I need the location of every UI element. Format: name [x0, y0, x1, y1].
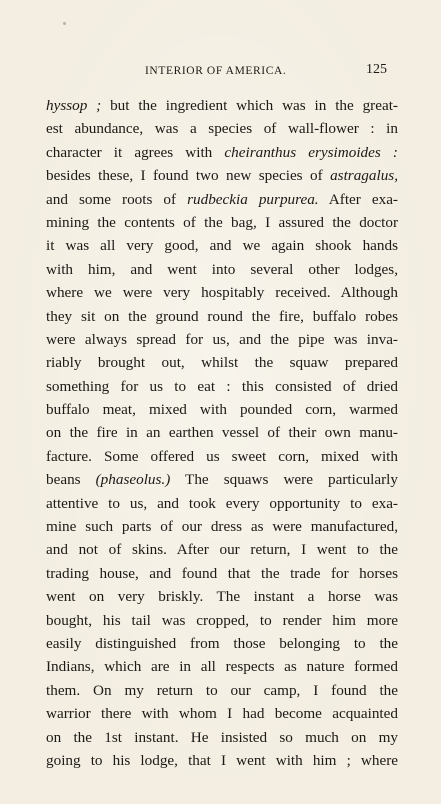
text-segment: where we were very hospitably received. Although	[46, 284, 398, 302]
text-segment: After exa-	[318, 190, 398, 208]
text-segment: Indians, which are in all respects as nature formed	[46, 658, 398, 676]
text-line	[46, 421, 398, 444]
text-line	[46, 305, 398, 328]
text-segment: beans	[46, 471, 96, 489]
text-line	[46, 468, 398, 491]
text-line	[46, 632, 398, 655]
italic-text-segment: hyssop ;	[46, 97, 102, 114]
text-segment: going to his lodge, that I went with him ; where	[46, 751, 398, 769]
text-line	[46, 562, 398, 585]
text-line	[46, 609, 398, 632]
text-segment: riably brought out, whilst the squaw prepared	[46, 354, 398, 372]
paper-speck	[63, 22, 66, 25]
text-line	[46, 351, 398, 374]
text-segment: it was all very good, and we again shook hands	[46, 237, 398, 255]
text-line	[46, 328, 398, 351]
text-segment: mine such parts of our dress as were manufactured,	[46, 518, 398, 536]
text-segment: they sit on the ground round the fire, buffalo robes	[46, 307, 398, 325]
text-line	[46, 445, 398, 468]
text-segment: bought, his tail was cropped, to render him more	[46, 611, 398, 629]
text-line	[46, 515, 398, 538]
text-segment: with him, and went into several other lodges,	[46, 260, 398, 278]
text-segment: on the fire in an earthen vessel of their own manu-	[46, 424, 398, 442]
text-line	[46, 117, 398, 140]
page-header	[0, 62, 441, 82]
italic-text-segment: (phaseolus.)	[95, 471, 171, 489]
text-line	[46, 258, 398, 281]
text-line	[46, 375, 398, 398]
text-segment: est abundance, was a species of wall-flower : in	[46, 120, 398, 138]
text-line	[46, 679, 398, 702]
text-line	[46, 141, 398, 164]
italic-text-segment: cheiranthus erysimoides :	[224, 143, 398, 161]
text-line	[46, 94, 398, 117]
text-segment: something for us to eat : this consisted of dried	[46, 377, 398, 395]
text-segment: besides these, I found two new species of	[46, 167, 331, 185]
text-line	[46, 492, 398, 515]
running-head: INTERIOR OF AMERICA.	[145, 65, 287, 77]
text-segment: attentive to us, and took every opportunity to exa-	[46, 494, 398, 512]
text-line	[46, 702, 398, 725]
text-segment: were always spread for us, and the pipe was inva-	[46, 330, 398, 348]
text-line	[46, 234, 398, 257]
italic-text-segment: rudbeckia purpurea.	[187, 190, 319, 208]
text-line	[46, 655, 398, 678]
text-line	[46, 538, 398, 561]
text-segment: mining the contents of the bag, I assured the doctor	[46, 213, 398, 231]
text-line	[46, 211, 398, 234]
text-segment: buffalo meat, mixed with pounded corn, warmed	[46, 401, 398, 419]
text-segment: warrior there with whom I had become acquainted	[46, 705, 398, 723]
text-segment: on the 1st instant. He insisted so much on my	[46, 728, 398, 746]
text-segment: trading house, and found that the trade for horses	[46, 564, 398, 582]
text-segment: but the ingredient which was in the great-	[101, 97, 398, 114]
italic-text-segment: astragalus,	[330, 167, 398, 185]
page-number: 125	[366, 62, 387, 77]
text-segment: character it agrees with	[46, 143, 225, 161]
text-segment: and not of skins. After our return, I went to the	[46, 541, 398, 559]
text-segment: facture. Some offered us sweet corn, mixed with	[46, 447, 398, 465]
text-line	[46, 398, 398, 421]
text-line	[46, 281, 398, 304]
text-line	[46, 749, 398, 772]
text-segment: easily distinguished from those belonging to the	[46, 634, 398, 652]
text-line	[46, 188, 398, 211]
text-line	[46, 726, 398, 749]
body-text	[46, 94, 398, 772]
text-segment: and some roots of	[46, 190, 188, 208]
text-segment: The squaws were particularly	[170, 471, 398, 489]
text-segment: went on very briskly. The instant a horse was	[46, 588, 398, 606]
text-line	[46, 585, 398, 608]
text-segment: them. On my return to our camp, I found the	[46, 681, 398, 699]
text-line	[46, 164, 398, 187]
